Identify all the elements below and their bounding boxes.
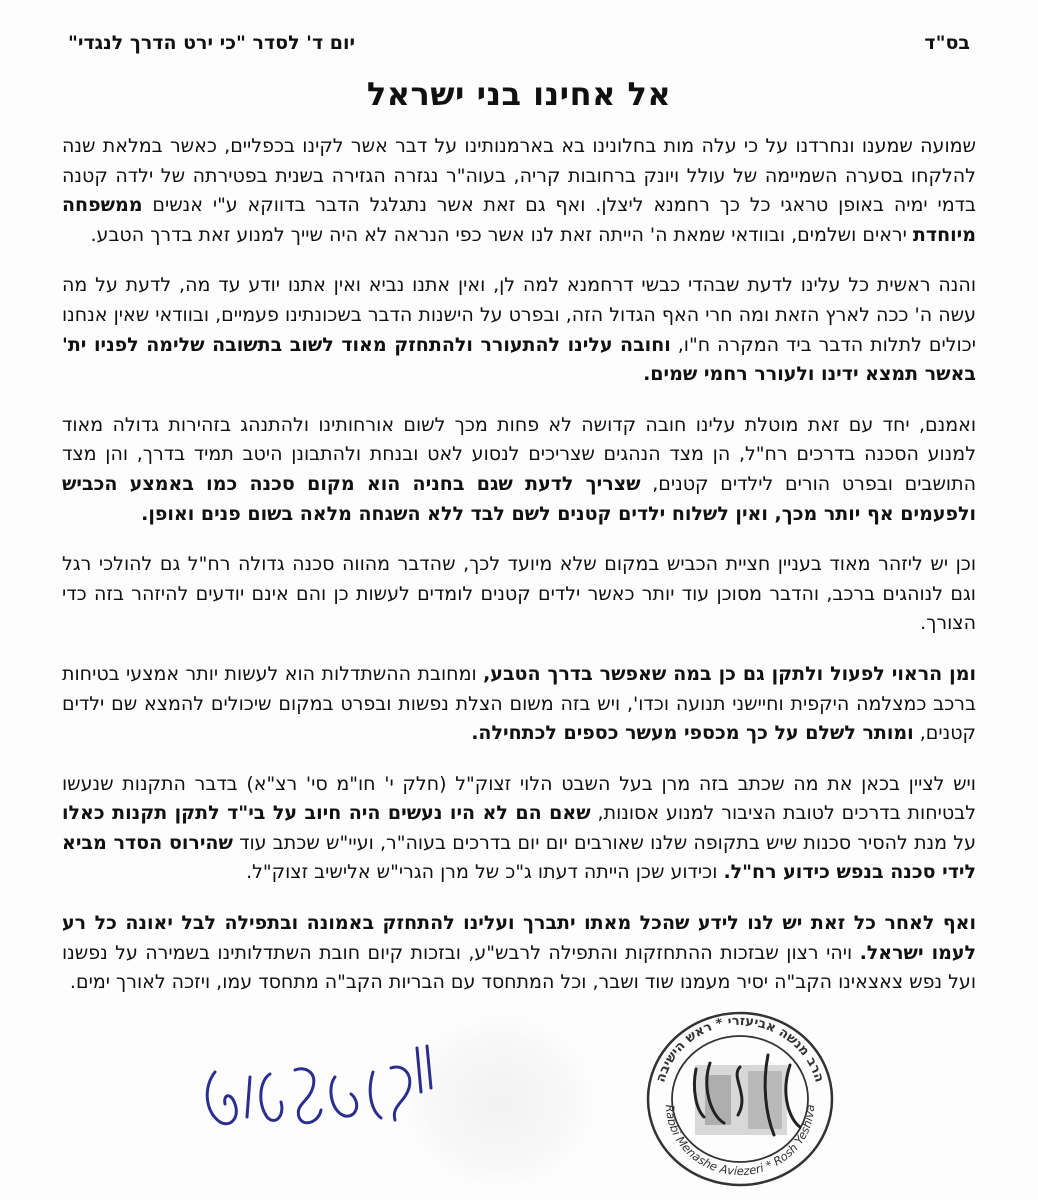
letter-paragraph [62,660,976,749]
text-segment: על מנת להסיר סכנות שיש בתקופה שלנו שאורבים יום יום בדרכים בעוה"ר, ועיי"ש שכתב עוד [232,831,976,854]
letter-paragraph [62,550,976,639]
letter-paragraph [62,132,976,250]
bold-text-segment: שצריך לדעת שגם בחניה הוא מקום סכנה כמו באמצע הכביש ולפעמים אף יותר מכך, ואין לשלוח ילדים קטנים לשם לבד ללא השגחה מלאה בשום פנים ואופן. [62,472,976,525]
seal-ring-bottom-text: Rabbi Menashe Aviezeri * Rosh Yeshiva [662,1104,818,1179]
text-segment: יראים ושלמים, ובוודאי שמאת ה' הייתה זאת לנו אשר כפי הנראה לא היה שייך למנוע זאת בדרך הטבע. [90,223,913,246]
bold-text-segment: שהירוס הסדר מביא לידי סכנה בנפש כידוע רח"ל. [62,831,976,884]
rabbi-seal [640,1005,840,1190]
header-date: יום ד' לסדר "כי ירט הדרך לנגדי" [68,32,356,54]
bold-text-segment: ומן הראוי לפעול ולתקן גם כן במה שאפשר בדרך הטבע, [483,662,976,685]
text-segment: ויהי רצון שבזכות ההתחזקות והתפילה לרבש"ע, ובזכות קיום חובת השתדלותינו בשמירה על נפשנו ועל נפש צאצאינו הקב"ה יסיר מעמנו שוד ושבר, וכל המתחסד עם הבריות הקב"ה מתחסד עמו, ויזכה לאורך ימים. [62,941,976,994]
letter-header [68,28,970,58]
text-segment: ויש לציין בכאן את מה שכתב בזה מרן בעל השבט הלוי זצוק"ל (חלק י' חו"מ סי' רצ"א) בדבר התקנות שנעשו לבטיחות בדרכים לטובת הציבור למנוע אסונות, [62,772,976,825]
header-besiyata-dishmaya: בס"ד [924,32,970,54]
text-segment: ומחובת ההשתדלות הוא לעשות יותר אמצעי בטיחות ברכב כמצלמה היקפית וחיישני תנועה וכדו', ויש בזה משום הצלת נפשות ובפרט במקום שיכולים להמצא שם ילדים קטנים, [62,662,976,745]
letter-title: אל אחינו בני ישראל [366,75,672,113]
letter-body [62,132,976,1019]
bold-text-segment: שאם הם לא היו נעשים היה חיוב על בי"ד לתקן תקנות כאלו [62,802,591,825]
text-segment: שמועה שמענו ונחרדנו על כי עלה מות בחלונינו בא בארמנותינו על דבר אשר לקינו בכפליים, כאשר במלאת שנה להלקחו בסערה השמיימה של עולל ויונק ברחובות קריה, בעוה"ר נגזרה הגזירה בשנית בפטירתה של ילדה קטנה בדמי ימיה באופן טראגי כל כך רחמנא ליצלן. ואף גם זאת אשר נתגלגל הדבר בדווקא ע"י אנשים [62,135,976,217]
bold-text-segment: וחובה עלינו להתעורר ולהתחזק מאוד לשוב בתשובה שלימה לפניו ית' באשר תמצא ידינו ולעורר רחמי שמים. [62,333,976,386]
text-segment: והנה ראשית כל עלינו לדעת שבהדי כבשי דרחמנא למה לן, ואין אתנו נביא ואין אתנו יודע עד מה, לדעת על מה עשה ה' ככה לארץ הזאת ומה חרי האף הגדול הזה, ובפרט על הישנות הדבר בשכונתינו פעמיים, ובוודאי שאין אנחנו יכולים לתלות הדבר ביד המקרה ח"ו, [62,274,976,356]
letter-paragraph [62,909,976,998]
seal-ring-top-text: הרב מנשה אביעזרי * ראש הישיבה [653,1013,827,1085]
text-segment: ואמנם, יחד עם זאת מוטלת עלינו חובה קדושה לא פחות מכך לשום אורחותינו ולהתנהג בזהירות גדולה מאוד למנוע הסכנה בדרכים רח"ל, הן מצד הנהגים שצריכים לנסוע לאט ובנחת ולהתבונן היטב תמיד בדרך, והן מצד התושבים ובפרט הורים לילדים קטנים, [62,413,977,495]
letter-paragraph [62,411,976,529]
handwritten-signature [195,1032,445,1142]
letter-paragraph [62,770,976,888]
bold-text-segment: ממשפחה מיוחדת [62,194,976,246]
text-segment: וכן יש ליזהר מאוד בעניין חציית הכביש במקום שלא מיועד לכך, שהדבר מהווה סכנה גדולה רח"ל גם להולכי רגל וגם לנוהגים ברכב, והדבר מסוכן עוד יותר כאשר ילדים קטנים לומדים לעשות כן והם אינם יודעים להיזהר בזה כדי הצורך. [62,553,976,635]
bold-text-segment: ומותר לשלם על כך מכספי מעשר כספים לכתחילה. [471,722,914,745]
bold-text-segment: ואף לאחר כל זאת יש לנו לידע שהכל מאתו יתברך ועלינו להתחזק באמונה ובתפילה לבל יאונה כל רע לעמו ישראל. [62,912,976,964]
letter-paragraph [62,271,976,389]
text-segment: וכידוע שכן הייתה דעתו ג"כ של מרן הגרי"ש אלישיב זצוק"ל. [246,861,724,884]
